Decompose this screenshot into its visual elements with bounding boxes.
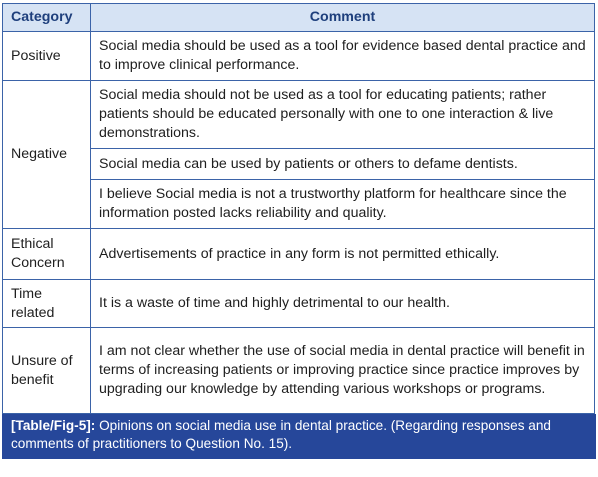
header-row [3,4,595,32]
caption-text: Opinions on social media use in dental practice. (Regarding responses and comments of practitioners to Question No. 15). [11,418,551,451]
comment-cell: Social media can be used by patients or others to defame dentists. [91,149,595,180]
category-header: Category [3,4,91,32]
comment-cell: It is a waste of time and highly detrimental to our health. [91,280,595,328]
table-caption [2,414,596,459]
category-cell-negative: Negative [3,81,91,229]
comment-cell: I am not clear whether the use of social media in dental practice will benefit in terms of increasing patients or improving practice since practice improves by upgrading our knowledge by attending various workshops or programs. [91,328,595,414]
category-cell-unsure-of-benefit: Unsure of benefit [3,328,91,414]
table-row [3,32,595,81]
table-row [3,280,595,328]
category-cell-time-related: Time related [3,280,91,328]
comment-cell: Social media should be used as a tool for evidence based dental practice and to improve clinical performance. [91,32,595,81]
comment-cell: Social media should not be used as a tool for educating patients; rather patients should be educated personally with one to one interaction & live demonstrations. [91,81,595,149]
figure-table [2,3,594,459]
table-row [3,328,595,414]
table-row [3,180,595,229]
caption-reference: [Table/Fig-5]: [11,418,96,433]
table-row [3,149,595,180]
category-cell-positive: Positive [3,32,91,81]
comment-cell: I believe Social media is not a trustworthy platform for healthcare since the information posted lacks reliability and quality. [91,180,595,229]
table-row [3,229,595,280]
opinions-table [2,3,595,414]
comment-cell: Advertisements of practice in any form is not permitted ethically. [91,229,595,280]
table-row [3,81,595,149]
comment-header: Comment [91,4,595,32]
category-cell-ethical-concern: Ethical Concern [3,229,91,280]
